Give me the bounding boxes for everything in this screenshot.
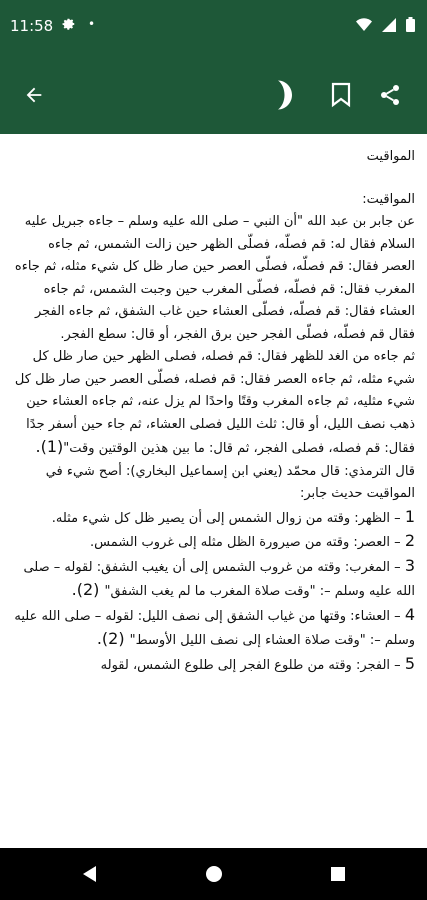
- share-button[interactable]: [370, 56, 410, 134]
- list-item: [12, 555, 415, 604]
- back-arrow-icon: [23, 84, 45, 106]
- item-text: – العصر: وقته من صيرورة الظل مثله إلى غروب الشمس.: [90, 535, 405, 550]
- system-nav-bar: [0, 848, 427, 900]
- signal-icon: [382, 18, 396, 32]
- article-title: المواقيت: [366, 149, 415, 164]
- paragraph: عن جابر بن عبد الله "أن النبي – صلى الله عليه وسلم – جاءه جبريل عليه السلام فقال له: قم فصلّه، فصلّى الظهر حين زالت الشمس، ثم جاءه العصر فقال: قم فصلّه، فصلّى العصر حين صار ظل كل شيء مثله، ثم جاءه المغرب فقال: قم فصلّه، فصلّى المغرب حين وجبت الشمس، ثم جاءه العشاء فقال: قم فصلّه، فصلّى العشاء حين غاب الشفق، ثم جاءه الفجر فقال قم فصلّه، فصلّى الفجر حين برق الفجر، أو قال: سطع الفجر.: [10, 214, 415, 342]
- status-dot: •: [88, 17, 96, 31]
- item-text: – الظهر: وقته من زوال الشمس إلى أن يصير ظل كل شيء مثله.: [51, 510, 405, 526]
- list-item: [12, 530, 415, 555]
- item-number: 1: [404, 506, 415, 526]
- article-content: [12, 134, 415, 842]
- nav-recents-button[interactable]: [320, 848, 356, 900]
- wifi-icon: [356, 18, 372, 32]
- item-text: – العشاء: وقتها من غياب الشفق إلى نصف الليل: لقوله – صلى الله عليه وسلم –: "وقت صلاة العشاء إلى نصف الليل الأوسط": [10, 608, 415, 648]
- status-time: 11:58: [10, 17, 54, 35]
- list-item: [12, 506, 415, 531]
- paragraph: [12, 346, 415, 461]
- footnote-ref[interactable]: (2).: [96, 629, 130, 648]
- nav-back-button[interactable]: [72, 848, 108, 900]
- list-item: [12, 604, 415, 653]
- status-icons: [356, 17, 415, 32]
- nav-recents-icon: [330, 866, 346, 882]
- status-bar: [0, 0, 427, 56]
- article-heading: المواقيت:: [362, 191, 415, 207]
- app-bar: [0, 56, 427, 134]
- gear-icon: [62, 17, 76, 35]
- footnote-ref[interactable]: (2).: [71, 580, 105, 599]
- nav-home-icon: [205, 865, 223, 883]
- item-number: 2: [404, 531, 415, 550]
- nav-home-button[interactable]: [196, 848, 232, 900]
- paragraph: قال الترمذي: قال محمّد (يعني ابن إسماعيل البخاري): أصح شيء في المواقيت حديث جابر:: [41, 463, 415, 501]
- item-number: 3: [404, 555, 415, 575]
- nav-back-icon: [82, 865, 98, 883]
- night-mode-button[interactable]: [266, 56, 308, 134]
- share-icon: [378, 83, 402, 107]
- item-text: – المغرب: وقته من غروب الشمس إلى أن يغيب الشفق: لقوله – صلى الله عليه وسلم –: "وقت صلاة المغرب ما لم يغب الشفق": [19, 559, 415, 599]
- bookmark-button[interactable]: [326, 56, 356, 134]
- paragraph-text: ثم جاءه من الغد للظهر فقال: قم فصله، فصلى الظهر حين صار ظل كل شيء مثله، ثم جاءه العصر فقال: قم فصله، فصلّى العصر حين صار ظل كل شيء مثليه، ثم جاءه المغرب وقتًا واحدًا لم يزل عنه، ثم جاءه العشاء حين ذهب نصف الليل، أو قال: ثلث الليل فصلى العشاء، ثم جاء حين أسفر جدًا فقال: قم فصله، فصلى الفجر، ثم قال: ما بين هذين الوقتين وقت": [10, 349, 415, 456]
- moon-icon: [274, 79, 300, 111]
- footnote-ref[interactable]: (1).: [35, 437, 64, 456]
- battery-icon: [406, 17, 415, 32]
- list-item: [12, 653, 415, 678]
- item-number: 4: [404, 604, 415, 624]
- back-button[interactable]: [14, 56, 54, 134]
- item-text: – الفجر: وقته من طلوع الفجر إلى طلوع الشمس، لقوله: [100, 657, 405, 673]
- bookmark-icon: [331, 82, 351, 108]
- item-number: 5: [404, 653, 415, 673]
